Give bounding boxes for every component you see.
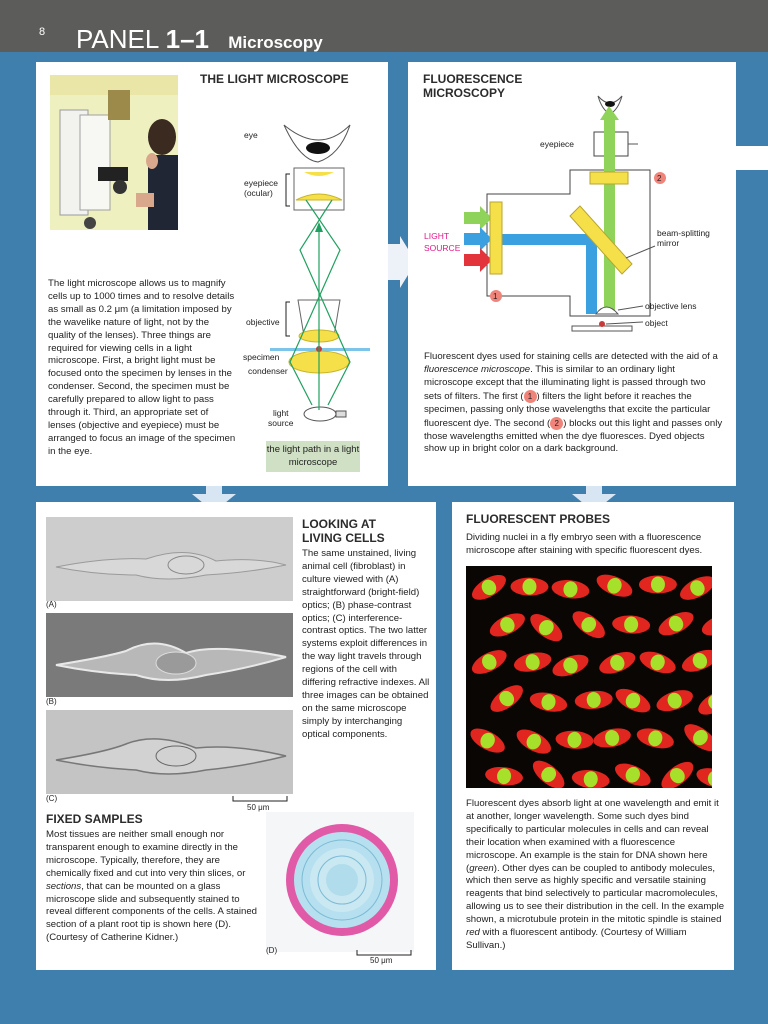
label-specimen: specimen bbox=[243, 352, 280, 362]
label-objective-lens: objective lens bbox=[645, 301, 697, 311]
probes-body: Fluorescent dyes absorb light at one wavelength and emit it at another, longer wavelength. Some such dyes bind specifically to particular molecules in cells and can reveal their location when examined with a fluorescence microscope. An example is the stain for DNA shown here (green). Other dyes can be coupled to antibody molecules, which then serve as highly specific and versatile staining reagents that bind selectively to particular macromolecules, allowing us to see their distribution in the cell. In the example shown, a microtubule protein in the mitotic spindle is stained red with a fluorescent antibody. (Courtesy of William Sullivan.) bbox=[466, 798, 725, 951]
page-number: 8 bbox=[39, 26, 46, 38]
arrow-green-in bbox=[464, 206, 492, 230]
panel-subtitle: Microscopy bbox=[228, 33, 323, 52]
living-cells-body: The same unstained, living animal cell (fibroblast) in culture viewed with (A) straightforward (bright-field) optics; (B) phase-contrast optics; (C) interference-contrast optics. The two latter systems exploit differences in the way light travels through regions of the cell with differing refractive indexes. All three images can be obtained on the same microscope simply by interchanging optical components. bbox=[302, 548, 430, 740]
fly-embryo-image bbox=[466, 566, 712, 788]
label-c: (C) bbox=[46, 794, 58, 803]
filter-one-number: 1 bbox=[493, 292, 498, 301]
light-path-note: the light path in a light microscope bbox=[266, 441, 360, 472]
scale-cells: 50 μm bbox=[247, 803, 270, 812]
fluorescence-body: Fluorescent dyes used for staining cells are detected with the aid of a fluorescence microscope. This is similar to an ordinary light microscope except that the illuminating light is passed through two sets of filters. The first ( 1 ) filters the light before it reaches the specimen, passing only those wavelengths that excite the particular fluorescent dye. The second ( 2 ) blocks out this light and passes only those wavelengths emitted when the dye fluoresces. Dyed objects show up in bright color on a dark background. bbox=[424, 351, 723, 455]
light-bulb bbox=[304, 407, 336, 421]
fixed-samples-body: Most tissues are neither small enough nor transparent enough to examine directly in the microscope. Typically, therefore, they are chemically fixed and cut into very thin slices, or sections, that can be mounted on a glass microscope slide and subsequently stained to reveal different components of the cells. A stained section of a plant root tip is shown here (D). (Courtesy of Catherine Kidner.) bbox=[46, 829, 258, 944]
label-a: (A) bbox=[46, 600, 57, 609]
beam-blue-horizontal bbox=[490, 234, 590, 245]
label-eyepiece: eyepiece (ocular) bbox=[244, 178, 279, 198]
label-objective: objective bbox=[246, 317, 280, 327]
scale-root: 50 μm bbox=[370, 956, 393, 965]
filter-two-number: 2 bbox=[657, 174, 662, 183]
light-microscope-title: THE LIGHT MICROSCOPE bbox=[200, 72, 349, 86]
label-eye: eye bbox=[244, 130, 258, 140]
filter-two bbox=[590, 172, 628, 184]
label-b: (B) bbox=[46, 697, 57, 706]
root-tip-image bbox=[266, 812, 414, 952]
light-microscope-body: The light microscope allows us to magnify cells up to 1000 times and to resolve details as small as 0.2 μm (a limitation imposed by the wavelike nature of light, not by the quality of the lenses). Three things are required for viewing cells in a light microscope. First, a bright light must be focused onto the specimen by lenses in the condenser. Second, the specimen must be carefully prepared to allow light to pass through it. Third, an appropriate set of lenses (objective and eyepiece) must be arranged to focus an image of the specimen in the eye. bbox=[48, 278, 236, 457]
label-beam-splitter: beam-splitting mirror bbox=[657, 228, 710, 248]
cell-image-b bbox=[46, 613, 293, 697]
microscope-photo bbox=[50, 75, 178, 230]
label-condenser: condenser bbox=[248, 366, 288, 376]
cell-image-a bbox=[46, 517, 293, 601]
arrow-red-in bbox=[464, 248, 492, 272]
label-fl-eyepiece: eyepiece bbox=[540, 139, 575, 149]
beam-blue-vertical bbox=[586, 234, 597, 314]
label-object: object bbox=[645, 318, 668, 328]
arrow-blue-in bbox=[464, 227, 492, 251]
fixed-samples-title: FIXED SAMPLES bbox=[46, 812, 143, 826]
cell-image-c bbox=[46, 710, 293, 794]
light-path-diagram bbox=[240, 100, 380, 440]
arrow-right-edge bbox=[736, 146, 768, 170]
nucleus bbox=[639, 575, 677, 593]
label-light-source-fl: LIGHT SOURCE bbox=[424, 231, 461, 253]
probes-title: FLUORESCENT PROBES bbox=[466, 512, 611, 526]
beam-green-vertical bbox=[604, 116, 615, 312]
panel-number: 1–1 bbox=[165, 24, 209, 54]
label-light-source: light source bbox=[268, 408, 294, 428]
probes-intro: Dividing nuclei in a fly embryo seen with a fluorescence microscope after staining with specific fluorescent dyes. bbox=[466, 532, 703, 556]
label-d: (D) bbox=[266, 946, 278, 955]
panel-label: PANEL bbox=[76, 24, 159, 54]
fluorescence-title: FLUORESCENCE MICROSCOPY bbox=[423, 72, 523, 100]
living-cells-title: LOOKING AT LIVING CELLS bbox=[302, 517, 385, 545]
filter-one bbox=[490, 202, 502, 274]
